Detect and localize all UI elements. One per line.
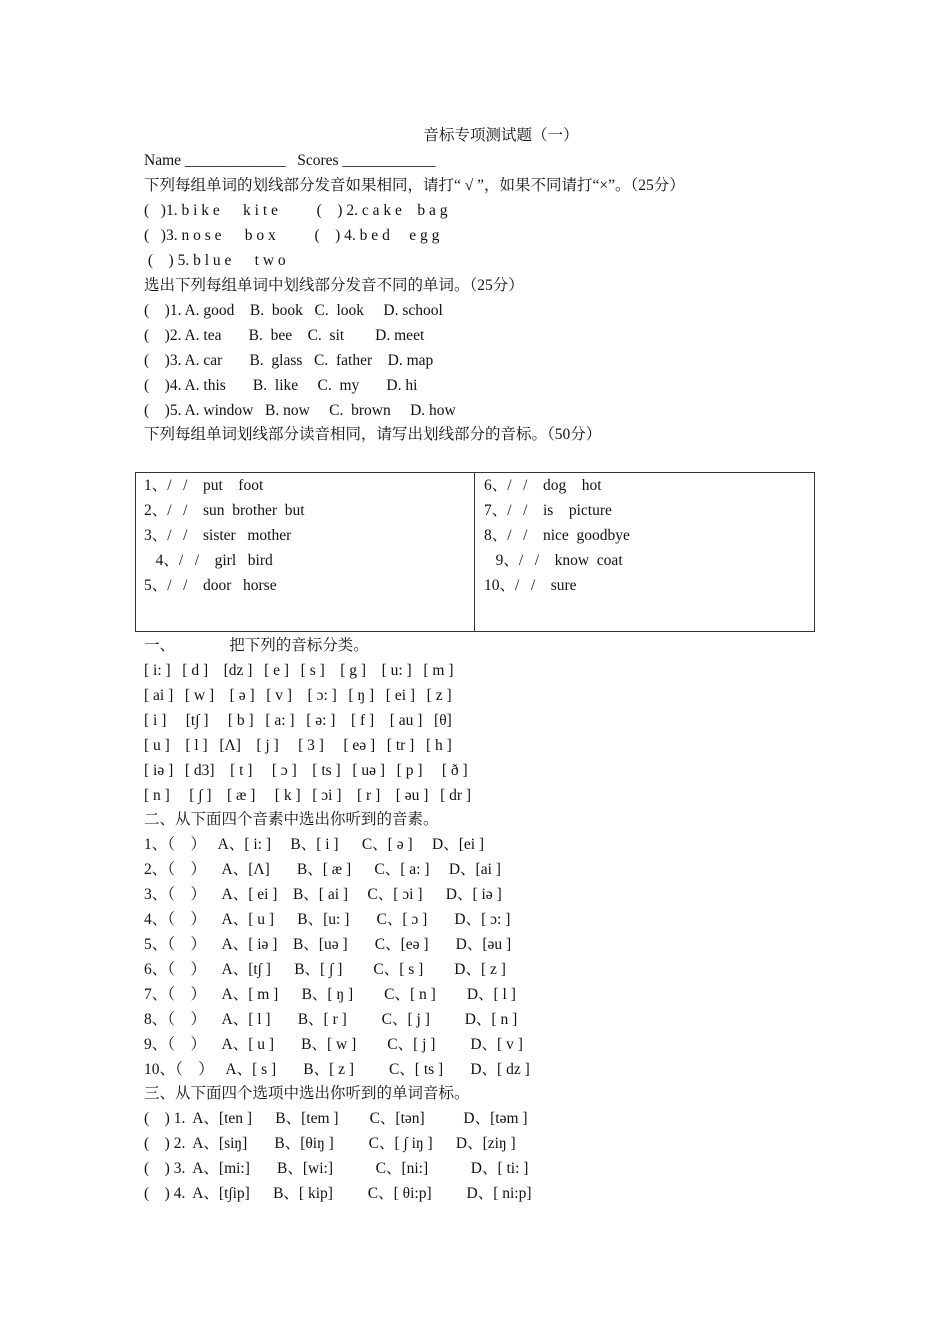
question-row: ( ) 1. A、[ten ] B、[tem ] C、[tən] D、[təm ] xyxy=(144,1110,528,1127)
question-row: 4、（ ） A、[ u ] B、[u: ] C、[ ɔ ] D、[ ɔ: ] xyxy=(144,911,511,928)
question-row: 9、（ ） A、[ u ] B、[ w ] C、[ j ] D、[ v ] xyxy=(144,1036,523,1053)
section2-heading: 二、从下面四个音素中选出你听到的音素。 xyxy=(144,811,439,828)
part1-row: ( )3. n o s e b o x ( ) 4. b e d e g g xyxy=(144,227,440,244)
question-row: 7、（ ） A、[ m ] B、[ ŋ ] C、[ n ] D、[ l ] xyxy=(144,986,516,1003)
page-title: 音标专项测试题（一） xyxy=(423,127,579,144)
section3-heading: 三、从下面四个选项中选出你听到的单词音标。 xyxy=(144,1085,470,1102)
phonetic-row: [ u ] [ l ] [Λ] [ j ] [ 3 ] [ eə ] [ tr ] [ h ] xyxy=(144,737,452,754)
table-right-cell: 8、/ / nice goodbye xyxy=(484,527,630,544)
part2-row: ( )1. A. good B. book C. look D. school xyxy=(144,302,443,319)
question-row: ( ) 4. A、[t∫ip] B、[ kip] C、[ θi:p] D、[ ni:p] xyxy=(144,1185,532,1202)
phonetic-row: [ n ] [ ∫ ] [ æ ] [ k ] [ ɔi ] [ r ] [ əu ] [ dr ] xyxy=(144,787,472,804)
name-scores-line: Name _____________ Scores ____________ xyxy=(144,152,436,169)
table-left-cell: 2、/ / sun brother but xyxy=(144,502,305,519)
part3-instruction: 下列每组单词划线部分读音相同，请写出划线部分的音标。（50分） xyxy=(144,426,602,443)
question-row: 1、（ ） A、[ i: ] B、[ i ] C、[ ə ] D、[ei ] xyxy=(144,836,485,853)
part2-row: ( )2. A. tea B. bee C. sit D. meet xyxy=(144,327,425,344)
phonetic-row: [ i: ] [ d ] [dz ] [ e ] [ s ] [ g ] [ u: ] [ m ] xyxy=(144,662,454,679)
phonetic-row: [ iə ] [ d3] [ t ] [ ɔ ] [ ts ] [ uə ] [ p ] [ ð ] xyxy=(144,762,468,779)
part1-instruction: 下列每组单词的划线部分发音如果相同，请打“ √ ”，如果不同请打“×”。（25分） xyxy=(144,177,685,194)
part2-row: ( )3. A. car B. glass C. father D. map xyxy=(144,352,434,369)
table-left-cell: 1、/ / put foot xyxy=(144,477,264,494)
part1-row: ( ) 5. b l u e t w o xyxy=(144,252,286,269)
part2-row: ( )4. A. this B. like C. my D. hi xyxy=(144,377,418,394)
table-left-cell: 3、/ / sister mother xyxy=(144,527,292,544)
table-right-cell: 6、/ / dog hot xyxy=(484,477,602,494)
table-right-cell: 9、/ / know coat xyxy=(484,552,623,569)
question-row: ( ) 2. A、[siŋ] B、[θiŋ ] C、[ ∫ iŋ ] D、[ziŋ ] xyxy=(144,1135,516,1152)
question-row: 5、（ ） A、[ iə ] B、[uə ] C、[eə ] D、[əu ] xyxy=(144,936,512,953)
table-right-cell: 7、/ / is picture xyxy=(484,502,612,519)
question-row: 6、（ ） A、[t∫ ] B、[ ∫ ] C、[ s ] D、[ z ] xyxy=(144,961,506,978)
question-row: 3、（ ） A、[ ei ] B、[ ai ] C、[ ɔi ] D、[ iə ] xyxy=(144,886,502,903)
table-right-cell: 10、/ / sure xyxy=(484,577,577,594)
question-row: 2、（ ） A、[Λ] B、[ æ ] C、[ a: ] D、[ai ] xyxy=(144,861,501,878)
phonetic-row: [ i ] [t∫ ] [ b ] [ a: ] [ ə: ] [ f ] [ au ] [θ] xyxy=(144,712,452,729)
part2-row: ( )5. A. window B. now C. brown D. how xyxy=(144,402,456,419)
table-divider xyxy=(474,472,475,632)
question-row: 10、（ ） A、[ s ] B、[ z ] C、[ ts ] D、[ dz ] xyxy=(144,1061,530,1078)
question-row: 8、（ ） A、[ l ] B、[ r ] C、[ j ] D、[ n ] xyxy=(144,1011,518,1028)
phonetic-row: [ ai ] [ w ] [ ə ] [ v ] [ ɔ: ] [ ŋ ] [ ei ] [ z ] xyxy=(144,687,452,704)
part1-row: ( )1. b i k e k i t e ( ) 2. c a k e b a g xyxy=(144,202,448,219)
part2-instruction: 选出下列每组单词中划线部分发音不同的单词。（25分） xyxy=(144,277,524,294)
question-row: ( ) 3. A、[mi:] B、[wi:] C、[ni:] D、[ ti: ] xyxy=(144,1160,529,1177)
table-left-cell: 4、/ / girl bird xyxy=(144,552,273,569)
section1-heading: 一、 把下列的音标分类。 xyxy=(144,637,369,654)
table-left-cell: 5、/ / door horse xyxy=(144,577,277,594)
